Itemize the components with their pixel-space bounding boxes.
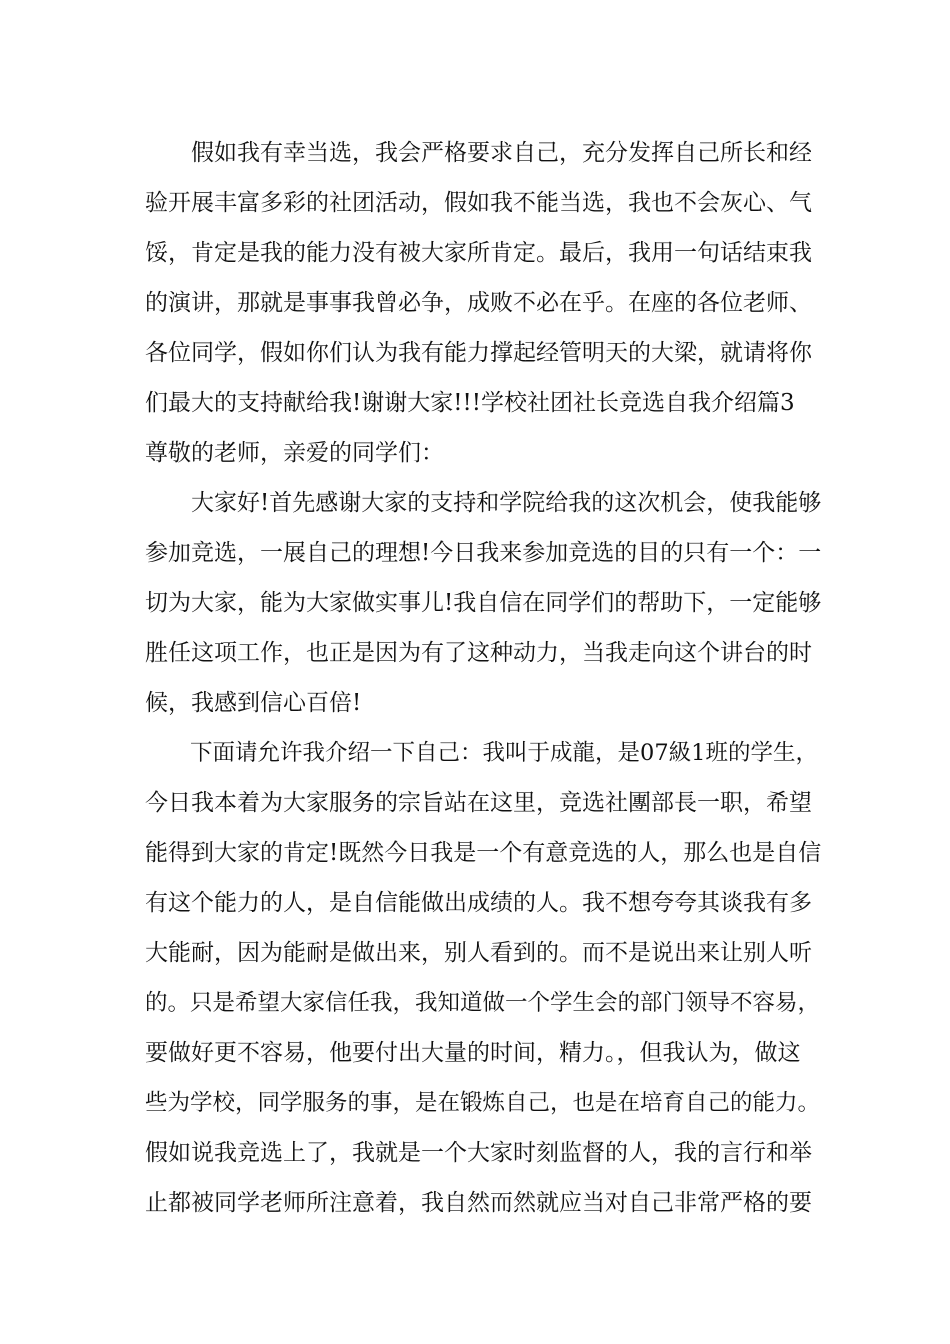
text-line: 馁，肯定是我的能力没有被大家所肯定。最后，我用一句话结束我 <box>145 240 812 266</box>
text-line: 验开展丰富多彩的社团活动，假如我不能当选，我也不会灰心、气 <box>145 190 812 216</box>
text-line: 参加竞选，一展自己的理想!今日我来参加竞选的目的只有一个：一 <box>145 540 822 566</box>
text-line: 候，我感到信心百倍! <box>145 690 362 716</box>
text-line: 止都被同学老师所注意着，我自然而然就应当对自己非常严格的要 <box>145 1190 812 1216</box>
document-body <box>145 128 825 1228</box>
text-line: 的演讲，那就是事事我曾必争，成败不必在乎。在座的各位老师、 <box>145 290 812 316</box>
text-line: 大家好!首先感谢大家的支持和学院给我的这次机会，使我能够 <box>145 490 822 516</box>
text-line: 些为学校，同学服务的事，是在锻炼自己，也是在培育自己的能力。 <box>145 1090 821 1116</box>
text-line: 今日我本着为大家服务的宗旨站在这里，竞选社團部長一职，希望 <box>145 790 812 816</box>
text-line: 的。只是希望大家信任我，我知道做一个学生会的部门领导不容易， <box>145 990 821 1016</box>
text-line: 假如说我竞选上了，我就是一个大家时刻监督的人，我的言行和举 <box>145 1140 812 1166</box>
text-line: 切为大家，能为大家做实事儿!我自信在同学们的帮助下，一定能够 <box>145 590 822 616</box>
text-line: 们最大的支持献给我!谢谢大家!!!学校社团社长竞选自我介绍篇3 <box>145 390 795 416</box>
text-line: 假如我有幸当选，我会严格要求自己，充分发挥自己所长和经 <box>145 140 812 166</box>
text-line: 大能耐，因为能耐是做出来，别人看到的。而不是说出来让别人听 <box>145 940 812 966</box>
text-line: 各位同学，假如你们认为我有能力撑起经管明天的大梁，就请将你 <box>145 340 812 366</box>
text-line: 要做好更不容易，他要付出大量的时间，精力。，但我认为，做这 <box>145 1040 801 1066</box>
text-line: 有这个能力的人，是自信能做出成绩的人。我不想夸夸其谈我有多 <box>145 890 812 916</box>
text-line: 胜任这项工作，也正是因为有了这种动力，当我走向这个讲台的时 <box>145 640 812 666</box>
text-line: 下面请允许我介绍一下自己：我叫于成龍，是07級1班的学生， <box>145 740 818 766</box>
text-line: 尊敬的老师，亲爱的同学们： <box>145 440 444 466</box>
text-line: 能得到大家的肯定!既然今日我是一个有意竞选的人，那么也是自信 <box>145 840 822 866</box>
